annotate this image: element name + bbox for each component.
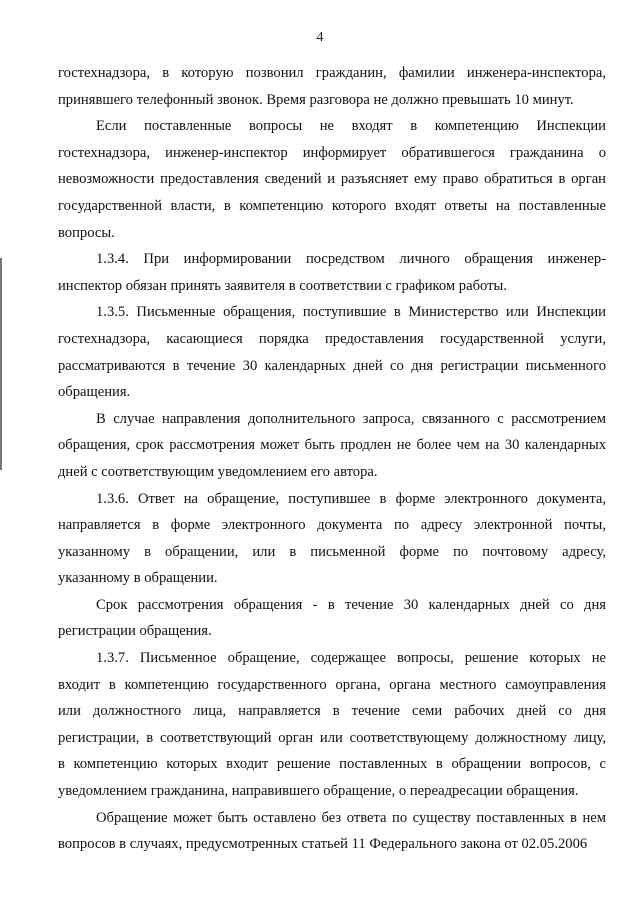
text-line: инспектор обязан принять заявителя в соответствии с графиком работы. [58,277,507,294]
text-line: 1.3.5. Письменные обращения, поступившие в Министерство или Инспекции [96,304,606,321]
text-line: гостехнадзора, касающиеся порядка предоставления государственной услуги, [58,330,606,347]
text-line: вопросы. [58,224,115,241]
text-line: принявшего телефонный звонок. Время разговора не должно превышать 10 минут. [58,91,574,108]
paragraph [58,805,606,858]
text-line: 1.3.7. Письменное обращение, содержащее вопросы, решение которых не [96,650,606,667]
text-line: дней с соответствующим уведомлением его автора. [58,463,378,480]
text-line: рассматриваются в течение 30 календарных дней со дня регистрации письменного [58,357,606,374]
paragraph [58,246,606,299]
text-line: гостехнадзора, инженер-инспектор информирует обратившегося гражданина о [58,144,606,161]
text-line: Если поставленные вопросы не входят в компетенцию Инспекции [96,118,606,135]
paragraph [58,299,606,405]
paragraph [58,592,606,645]
text-line: входит в компетенцию государственного органа, органа местного самоуправления [58,676,606,693]
scan-margin-line [0,258,2,470]
text-line: направляется в форме электронного документа по адресу электронной почты, [58,517,606,534]
text-line: невозможности предоставления сведений и разъясняет ему право обратиться в орган [58,171,606,188]
text-line: указанному в обращении, или в письменной форме по почтовому адресу, [58,543,606,560]
text-line: гостехнадзора, в которую позвонил гражданин, фамилии инженера-инспектора, [58,65,606,81]
text-line: 1.3.4. При информировании посредством личного обращения инженер- [96,251,606,268]
text-line: уведомлением гражданина, направившего обращение, о переадресации обращения. [58,783,579,800]
text-line: государственной власти, в компетенцию которого входят ответы на поставленные [58,197,606,214]
text-line: регистрации, в соответствующий орган или соответствующему должностному лицу, [58,729,606,746]
text-line: в компетенцию которых входит решение поставленных в обращении вопросов, с [58,756,606,773]
paragraph [58,645,606,805]
page-number: 4 [316,30,324,45]
text-line: обращения. [58,384,131,401]
text-line: указанному в обращении. [58,570,218,587]
paragraph [58,113,606,246]
paragraph [58,486,606,592]
text-line: регистрации обращения. [58,623,212,640]
text-line: Срок рассмотрения обращения - в течение 30 календарных дней со дня [96,596,606,613]
text-line: или должностного лица, направляется в течение семи рабочих дней со дня [58,703,606,720]
text-line: 1.3.6. Ответ на обращение, поступившее в форме электронного документа, [96,490,606,507]
text-line: вопросов в случаях, предусмотренных статьей 11 Федерального закона от 02.05.2006 [58,836,588,853]
text-line: В случае направления дополнительного запроса, связанного с рассмотрением [96,410,606,427]
paragraph [58,60,606,113]
document-body [58,60,606,858]
text-line: Обращение может быть оставлено без ответа по существу поставленных в нем [96,809,606,826]
paragraph [58,406,606,486]
text-line: обращения, срок рассмотрения может быть продлен не более чем на 30 календарных [58,437,606,454]
